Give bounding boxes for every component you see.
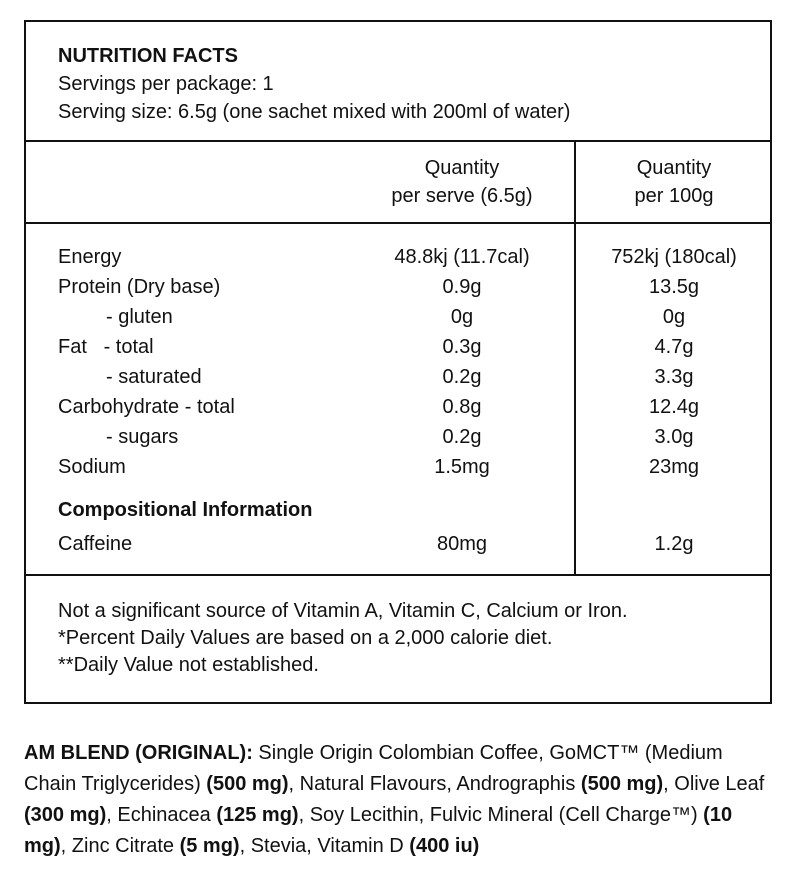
row-label: Protein (Dry base) bbox=[58, 276, 221, 298]
table-row bbox=[26, 452, 770, 482]
ingredient-amount: (500 mg) bbox=[580, 773, 664, 795]
ingredient-amount: (5 mg) bbox=[179, 835, 240, 857]
table-row bbox=[26, 422, 770, 452]
row-value-per-serve: 0g bbox=[450, 306, 474, 328]
footnotes bbox=[26, 576, 770, 679]
row-label: - gluten bbox=[106, 306, 173, 328]
column-header-per-100g-line1: Quantity bbox=[636, 157, 712, 179]
header-divider bbox=[26, 222, 770, 224]
row-value-per-100g: 3.3g bbox=[654, 366, 694, 388]
row-value-per-100g: 12.4g bbox=[648, 396, 700, 418]
row-value-per-serve: 48.8kj (11.7cal) bbox=[394, 246, 530, 268]
compositional-heading: Compositional Information bbox=[58, 499, 313, 521]
servings-per-package: Servings per package: 1 bbox=[58, 73, 274, 95]
table-row bbox=[26, 362, 770, 392]
row-value-per-100g: 3.0g bbox=[654, 426, 694, 448]
row-label: - sugars bbox=[106, 426, 179, 448]
row-value-per-serve: 1.5mg bbox=[434, 456, 490, 478]
row-label: - saturated bbox=[106, 366, 202, 388]
ingredient-text: , Echinacea bbox=[106, 804, 217, 826]
row-value-per-100g: 0g bbox=[662, 306, 686, 328]
row-label: Sodium bbox=[58, 456, 126, 478]
footnote: *Percent Daily Values are based on a 2,000 calorie diet. bbox=[58, 627, 553, 649]
ingredient-text: Single Origin Colombian Coffee, GoMCT™ (Medium Chain Triglycerides) bbox=[24, 742, 723, 795]
row-value-per-100g: 23mg bbox=[648, 456, 700, 478]
ingredient-amount: (125 mg) bbox=[216, 804, 299, 826]
table-row bbox=[26, 529, 770, 559]
table-row bbox=[26, 272, 770, 302]
blend-label: AM BLEND (ORIGINAL): bbox=[24, 742, 253, 764]
column-header-per-100g-line2: per 100g bbox=[634, 185, 714, 207]
ingredient-text: , Stevia, Vitamin D bbox=[239, 835, 410, 857]
row-value-per-serve: 0.2g bbox=[442, 426, 482, 448]
ingredient-text: , Soy Lecithin, Fulvic Mineral (Cell Charge™) bbox=[298, 804, 704, 826]
ingredient-amount: (10 mg) bbox=[24, 804, 733, 857]
row-value-per-serve: 0.9g bbox=[442, 276, 482, 298]
ingredient-amount: (500 mg) bbox=[206, 773, 289, 795]
table-row bbox=[26, 392, 770, 422]
row-value-per-100g: 13.5g bbox=[648, 276, 700, 298]
row-label: Carbohydrate - total bbox=[58, 396, 235, 418]
table-row bbox=[26, 302, 770, 332]
column-header-per-serve bbox=[362, 154, 562, 210]
nutrition-table bbox=[26, 142, 770, 576]
column-header-per-serve-line2: per serve (6.5g) bbox=[391, 185, 533, 207]
row-value-per-serve: 80mg bbox=[436, 533, 488, 555]
row-value-per-100g: 1.2g bbox=[654, 533, 694, 555]
panel-title: NUTRITION FACTS bbox=[58, 45, 238, 67]
table-row bbox=[26, 332, 770, 362]
nutrition-panel bbox=[24, 20, 772, 704]
ingredient-amount: (400 iu) bbox=[409, 835, 480, 857]
row-value-per-100g: 4.7g bbox=[654, 336, 694, 358]
ingredients-blend bbox=[24, 738, 776, 862]
row-label: Caffeine bbox=[58, 533, 133, 555]
row-label: Energy bbox=[58, 246, 122, 268]
row-value-per-serve: 0.8g bbox=[442, 396, 482, 418]
panel-header bbox=[26, 22, 770, 142]
ingredient-amount: (300 mg) bbox=[24, 804, 107, 826]
column-header-per-100g bbox=[576, 154, 772, 210]
row-value-per-100g: 752kj (180cal) bbox=[611, 246, 737, 268]
serving-size: Serving size: 6.5g (one sachet mixed with 200ml of water) bbox=[58, 101, 571, 123]
ingredient-text: , Natural Flavours, Andrographis bbox=[288, 773, 581, 795]
footnote: **Daily Value not established. bbox=[58, 654, 319, 676]
footnote: Not a significant source of Vitamin A, Vitamin C, Calcium or Iron. bbox=[58, 600, 628, 622]
ingredient-text: , Zinc Citrate bbox=[60, 835, 180, 857]
row-value-per-serve: 0.3g bbox=[442, 336, 482, 358]
table-row bbox=[26, 242, 770, 272]
row-label: Fat - total bbox=[58, 336, 154, 358]
ingredient-text: , Olive Leaf bbox=[663, 773, 765, 795]
column-header-per-serve-line1: Quantity bbox=[424, 157, 500, 179]
row-value-per-serve: 0.2g bbox=[442, 366, 482, 388]
